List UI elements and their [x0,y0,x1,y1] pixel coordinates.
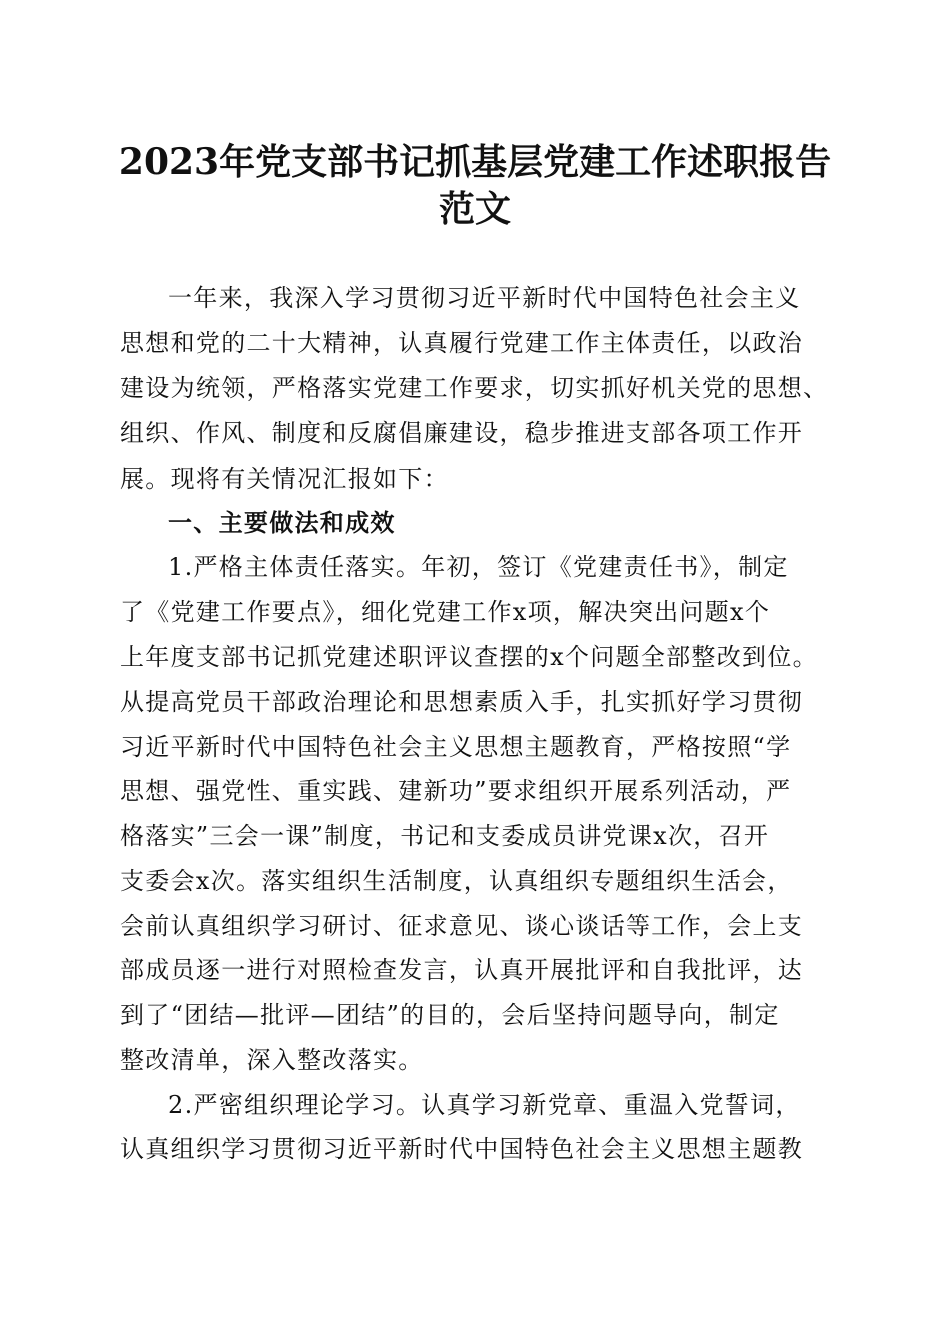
paragraph-line: 展。现将有关情况汇报如下： [120,465,449,493]
paragraph-line: 上年度支部书记抓党建述职评议查摆的x个问题全部整改到位。 [120,643,818,671]
paragraph-line: 支委会x次。落实组织生活制度，认真组织专题组织生活会， [120,867,793,895]
paragraph-line: 会前认真组织学习研讨、征求意见、谈心谈话等工作，会上支 [120,912,804,940]
document-title-line-2: 范文 [438,188,511,230]
paragraph-line: 了《党建工作要点》，细化党建工作x项，解决突出问题x个 [120,598,771,626]
section-heading: 一、主要做法和成效 [168,508,396,537]
paragraph-line: 思想、强党性、重实践、建新功”要求组织开展系列活动，严 [120,777,792,805]
paragraph-line: 格落实”三会一课”制度，书记和支委成员讲党课x次，召开 [120,822,770,850]
document-title-line-1: 2023年党支部书记抓基层党建工作述职报告 [118,141,832,183]
paragraph-line: 1.严格主体责任落实。年初，签订《党建责任书》，制定 [168,553,789,581]
paragraph-line: 整改清单，深入整改落实。 [120,1046,424,1074]
paragraph-line: 到了“团结—批评—团结”的目的，会后坚持问题导向，制定 [120,1001,780,1029]
paragraph-line: 一年来，我深入学习贯彻习近平新时代中国特色社会主义 [168,284,801,312]
paragraph-line: 认真组织学习贯彻习近平新时代中国特色社会主义思想主题教 [120,1135,804,1163]
paragraph-line: 建设为统领，严格落实党建工作要求，切实抓好机关党的思想、 [120,374,829,402]
paragraph-line: 习近平新时代中国特色社会主义思想主题教育，严格按照“学 [120,733,792,761]
paragraph-line: 组织、作风、制度和反腐倡廉建设，稳步推进支部各项工作开 [120,419,804,447]
paragraph-line: 2.严密组织理论学习。认真学习新党章、重温入党誓词， [168,1091,801,1119]
paragraph-line: 部成员逐一进行对照检查发言，认真开展批评和自我批评，达 [120,956,804,984]
paragraph-line: 思想和党的二十大精神，认真履行党建工作主体责任，以政治 [120,329,804,357]
paragraph-line: 从提高党员干部政治理论和思想素质入手，扎实抓好学习贯彻 [120,688,804,716]
